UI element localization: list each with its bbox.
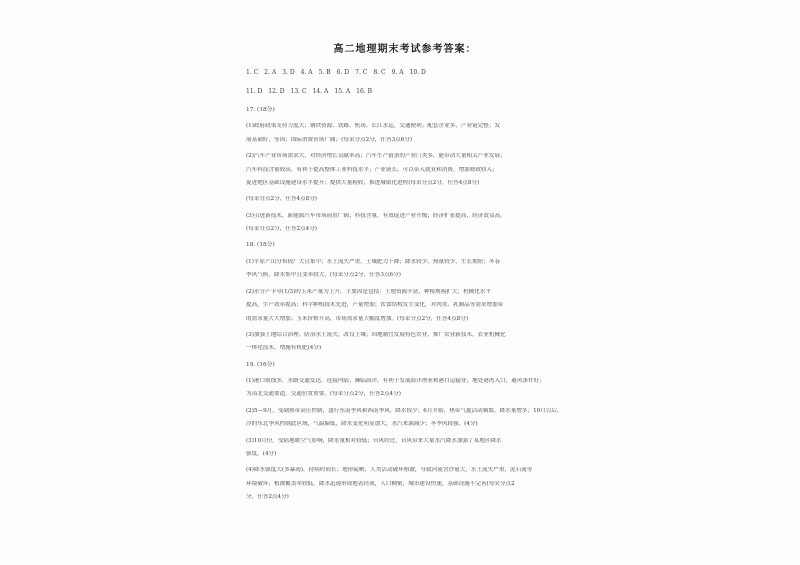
- mc-answer: 15. A: [334, 88, 351, 95]
- mc-answer: 5. B: [318, 69, 331, 76]
- answer-line: (2)5—9月，受副热带高压控制，盛行东南季风和西南季风，降水较少；6月开始，热带气旋活动频繁，降水量增多；10月以后，: [246, 407, 563, 414]
- mc-answer: 8. C: [373, 69, 386, 76]
- answer-line: (3)10月份，受陆地暖空气影响，降水量相对较低；台风经过，台风带来大量水汽降水加强了某地区降水: [246, 437, 502, 444]
- answer-sheet: [246, 40, 564, 511]
- answer-line: (2)汽车产业市场需求大，对经济增长贡献率高；汽车生产链条的产业门类多，能带动大量相关产业发展；: [246, 153, 506, 160]
- answer-line: (3)加强土地综合治理，防治水土流失，改良土壤；因地制宜发展特色农业，推广农业新技术，农业机械化: [246, 331, 506, 338]
- mc-answers-row-1: [246, 69, 564, 76]
- answer-line: 季风气候，降水集中且变率较大。(每采分点2分，任答3点6分): [246, 272, 401, 279]
- mc-answers-row-2: [246, 88, 564, 95]
- question-heading: 18. (18分): [246, 242, 275, 249]
- mc-answer: 6. D: [336, 69, 350, 76]
- answer-line: (每采分点2分，任答2点4分): [246, 226, 317, 233]
- question-18: [246, 242, 564, 352]
- answer-line: 促进地区基础设施建设水平提升；提供大量税收，推进城镇化进程(每采分点2分，任答4点8分): [246, 180, 480, 187]
- mc-answer: 2. A: [264, 69, 277, 76]
- answer-line: 展基础好，等因；国际消费市场广阔；(每采分点2分，任答3点6分): [246, 136, 413, 143]
- answer-line: 为南北交通要道，交通位置重要。(每采分点2分，任答2点4分): [246, 391, 401, 398]
- mc-answer: 12. D: [268, 88, 285, 95]
- answer-line: (3)引进新技术，新能源汽车市场前景广阔；科技含量，有效促进产业升级；经济扩张提高，经济效益高。: [246, 212, 506, 219]
- answer-line: (4)降水强度大(多暴雨)，持续时间长；地形陡峭，人类活动破坏植被，导致河流含沙量大，水土流失严重，泥石流等: [246, 467, 533, 474]
- answer-line: (1)港口航线多，水路交通发达，连接内陆；濒临海洋，有利于发展海洋渔业和港口运输业；地处港湾入口，避风条件好；: [246, 377, 545, 384]
- mc-answer: 13. C: [290, 88, 307, 95]
- mc-answer: 1. C: [246, 69, 259, 76]
- mc-answer: 14. A: [312, 88, 329, 95]
- answer-line: (2)水分产卡导(1/3)的玉米产量为上升，主要因是包括：土地资源丰富，种植规模扩大；机械化水平: [246, 288, 492, 295]
- mc-answer: 4. A: [300, 69, 313, 76]
- answer-line: 的需求量大大增加；玉米价格升高，市场需求量大幅度增加。(每采分点2分，任答4点8分): [246, 315, 469, 322]
- answer-line: (1)平原产出分布较广大且集中；水土流失严重，土壤肥力下降；降水较少，热量较少，生长期短；冬春: [246, 258, 501, 265]
- mc-answer: 9. A: [391, 69, 404, 76]
- mc-answer: 16. B: [356, 88, 373, 95]
- answer-line: 提高，生产效率提高；科学种植技术先进，产量增加；饮食结构发生变化，对肉类、乳制品等需求增加带: [246, 302, 504, 309]
- mc-answer: 11. D: [246, 88, 263, 95]
- answer-line: 分，任答2点4分): [246, 494, 289, 501]
- mc-answer: 7. C: [355, 69, 368, 76]
- answer-line: 冷的东北季风控制此区域，气温偏低，降水变化明显加大，水汽来源减少；冬季风较强。(4分): [246, 421, 478, 428]
- question-17: [246, 107, 564, 233]
- question-heading: 17. (18分): [246, 107, 275, 113]
- mc-answer: 10. D: [409, 69, 426, 76]
- answer-line: 强度。(4分): [246, 451, 277, 458]
- page-title: 高二地理期末考试参考答案：: [333, 44, 477, 55]
- answer-line: 一体化技术，增施有机肥(4分): [246, 345, 322, 352]
- question-19: [246, 362, 564, 502]
- answer-line: 汽车科技含量较高，有利于提高整体工业科技水平；产业链长，可以带入就业和消费，增加财政收入；: [246, 166, 498, 173]
- mc-answer: 3. D: [282, 69, 295, 76]
- question-heading: 19. (16分): [246, 361, 275, 368]
- answer-line: 环境破坏；植被覆盖率较低，降水迅速形成地表径流，人口稠密，城市建设快速，基础设施不完善(每采分点2: [246, 480, 515, 487]
- answer-line: (每采分点2分，任答4点8分): [246, 196, 317, 203]
- answer-line: (1)政府政策支持力度大；钢铁资源、铁路、机场、长江水运，交通便利；配套企业多，产业链完整；发: [246, 123, 501, 130]
